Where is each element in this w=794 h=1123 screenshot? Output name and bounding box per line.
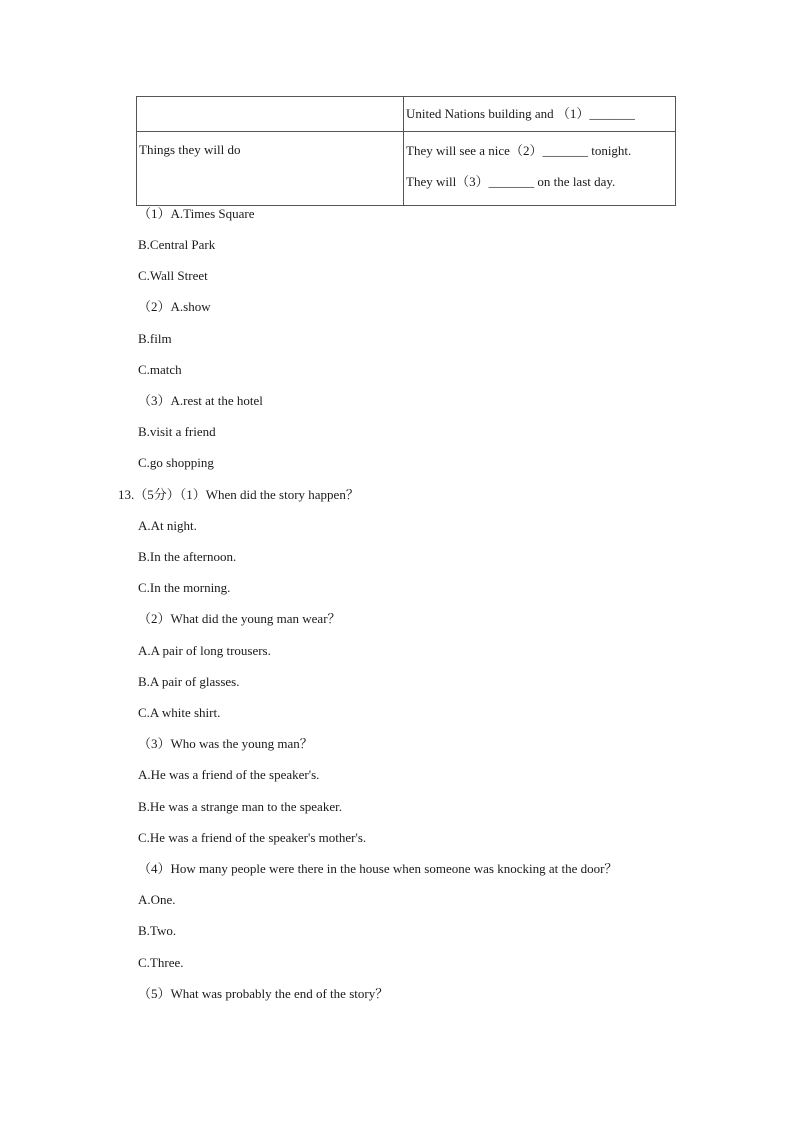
option-a: A.One. — [138, 892, 176, 907]
option-c: C.match — [138, 362, 182, 377]
option-c: C.He was a friend of the speaker's mother's. — [138, 830, 367, 845]
question-13-4: （4）How many people were there in the house when someone was knocking at the door？ — [138, 861, 618, 876]
option-b: B.film — [138, 331, 172, 346]
option-b: B.He was a strange man to the speaker. — [138, 799, 342, 814]
option-b: B.A pair of glasses. — [138, 674, 240, 689]
question-12-2: （2）A.show — [138, 299, 211, 314]
option-b: B.In the afternoon. — [138, 549, 237, 564]
question-12-3: （3）A.rest at the hotel — [138, 393, 263, 408]
option-a: A.He was a friend of the speaker's. — [138, 767, 320, 782]
option-c: C.Three. — [138, 955, 184, 970]
option-c: C.Wall Street — [138, 268, 208, 283]
table-cell-places: United Nations building and （1）_______ — [404, 97, 676, 132]
question-13-5: （5）What was probably the end of the story？ — [138, 986, 389, 1001]
table-cell-empty — [137, 97, 404, 132]
activity-line-2: They will（3）_______ on the last day. — [406, 174, 616, 189]
question-12-1: （1）A.Times Square — [138, 206, 255, 221]
question-13-1: 13.（5分）（1）When did the story happen？ — [118, 487, 359, 502]
option-c: C.go shopping — [138, 455, 214, 470]
table-row — [137, 132, 676, 206]
option-c: C.A white shirt. — [138, 705, 221, 720]
table-cell-label: Things they will do — [137, 132, 404, 206]
question-13-3: （3）Who was the young man？ — [138, 736, 313, 751]
question-13-2: （2）What did the young man wear？ — [138, 611, 341, 626]
option-b: B.Two. — [138, 923, 177, 938]
activity-line-1: They will see a nice（2）_______ tonight. — [406, 143, 632, 158]
option-b: B.Central Park — [138, 237, 216, 252]
option-c: C.In the morning. — [138, 580, 231, 595]
table-cell-activities — [404, 132, 676, 206]
option-a: A.At night. — [138, 518, 197, 533]
info-table — [136, 96, 676, 206]
table-row — [137, 97, 676, 132]
option-a: A.A pair of long trousers. — [138, 643, 271, 658]
option-b: B.visit a friend — [138, 424, 216, 439]
